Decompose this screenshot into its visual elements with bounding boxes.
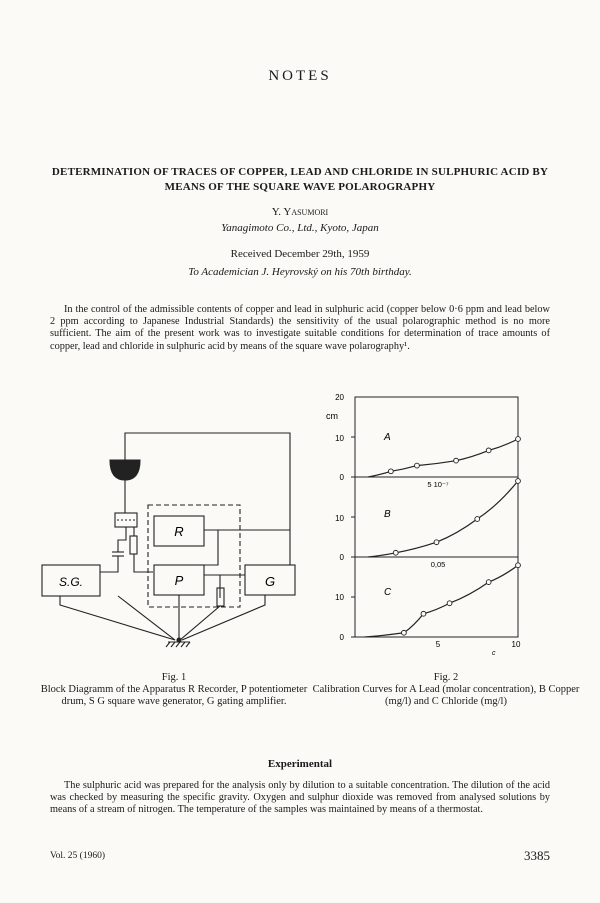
y-tick-a-10: 10 [335,434,344,443]
experimental-paragraph: The sulphuric acid was prepared for the analysis only by dilution to a suitable concentration. The dilution of the acid was checked by measuring the specific gravity. Oxygen and sulphur dioxide was removed from analysed solutions by means of a stream of nitrogen. The temperature of the samples was maintained by means of a thermostat. [50,780,550,816]
data-point-a-2 [415,463,420,468]
section-header: NOTES [268,68,332,84]
data-point-b-2 [434,540,439,545]
section-heading: Experimental [267,758,333,770]
fig2-caption-title: Fig. 2 [433,672,459,683]
affiliation: Yanagimoto Co., Ltd., Kyoto, Japan [221,222,379,234]
data-point-b-3 [475,517,480,522]
fig1-caption [40,672,308,708]
x-axis-label: c [492,650,496,657]
block-diagram [30,420,310,680]
calibration-chart [320,385,575,665]
label-sg: S.G. [58,575,84,589]
received-date: Received December 29th, 1959 [230,248,370,260]
fig2-caption-text: Calibration Curves for A Lead (molar concentration), B Copper (mg/l) and C Chloride (mg/l) [312,684,580,707]
x-tick-c-end: 10 [511,640,521,649]
y-tick-a-0: 0 [339,473,344,482]
y-tick-c-0: 0 [339,633,344,642]
data-point-a-5 [516,437,521,442]
volume-info: Vol. 25 (1960) [50,851,105,861]
label-g: G [264,574,276,589]
x-tick-b: 0,05 [430,560,446,569]
data-point-a-3 [454,458,459,463]
paper-title: DETERMINATION OF TRACES OF COPPER, LEAD AND CHLORIDE IN SULPHURIC ACID BY MEANS OF THE SQUARE WAVE POLAROGRAPHY [51,166,549,193]
data-point-c-3 [447,601,452,606]
top-wire [125,433,290,565]
data-point-c-2 [421,611,426,616]
x-tick-a: 5 10⁻⁷ [427,480,449,489]
y-tick-a-20: 20 [335,393,344,402]
resistor-1 [130,536,137,554]
data-point-b-1 [393,550,398,555]
y-tick-b-10: 10 [335,514,344,523]
page-number: 3385 [524,848,550,863]
panel-label-a: A [384,432,391,443]
data-point-a-4 [486,448,491,453]
chart-frame [355,397,518,637]
y-tick-c-10: 10 [335,593,344,602]
data-point-c-4 [486,580,491,585]
dedication: To Academician J. Heyrovský on his 70th birthday. [188,266,412,278]
y-tick-b-0: 0 [339,553,344,562]
fig2-caption [312,672,580,708]
x-tick-c: 5 [435,640,441,649]
panel-label-c: C [384,587,392,598]
data-point-a-1 [388,469,393,474]
dashed-enclosure [148,505,240,607]
label-p: P [174,573,184,588]
curve-c [365,565,518,637]
intro-paragraph: In the control of the admissible contents of copper and lead in sulphuric acid (copper below 0·6 ppm and lead below 2 ppm according to Japanese Industrial Standards) the sensitivity of the usual polarographic method is no more sufficient. The aim of the present work was to investigate suitable conditions for determination of trace amounts of copper, lead and chloride in sulphuric acid by means of the square wave polarography¹. [50,304,550,352]
data-point-c-1 [402,630,407,635]
fig1-caption-title: Fig. 1 [161,672,187,683]
data-point-b-4 [516,479,521,484]
mercury-reservoir [110,460,140,480]
panel-label-b: B [384,509,391,520]
author: Y. Yasumori [271,206,329,218]
fig1-caption-text: Block Diagramm of the Apparatus R Recorder, P potentiometer drum, S G square wave generator, G gating amplifier. [40,684,308,707]
label-r: R [174,524,184,539]
y-unit-label: cm [326,411,338,421]
data-point-c-5 [516,563,521,568]
